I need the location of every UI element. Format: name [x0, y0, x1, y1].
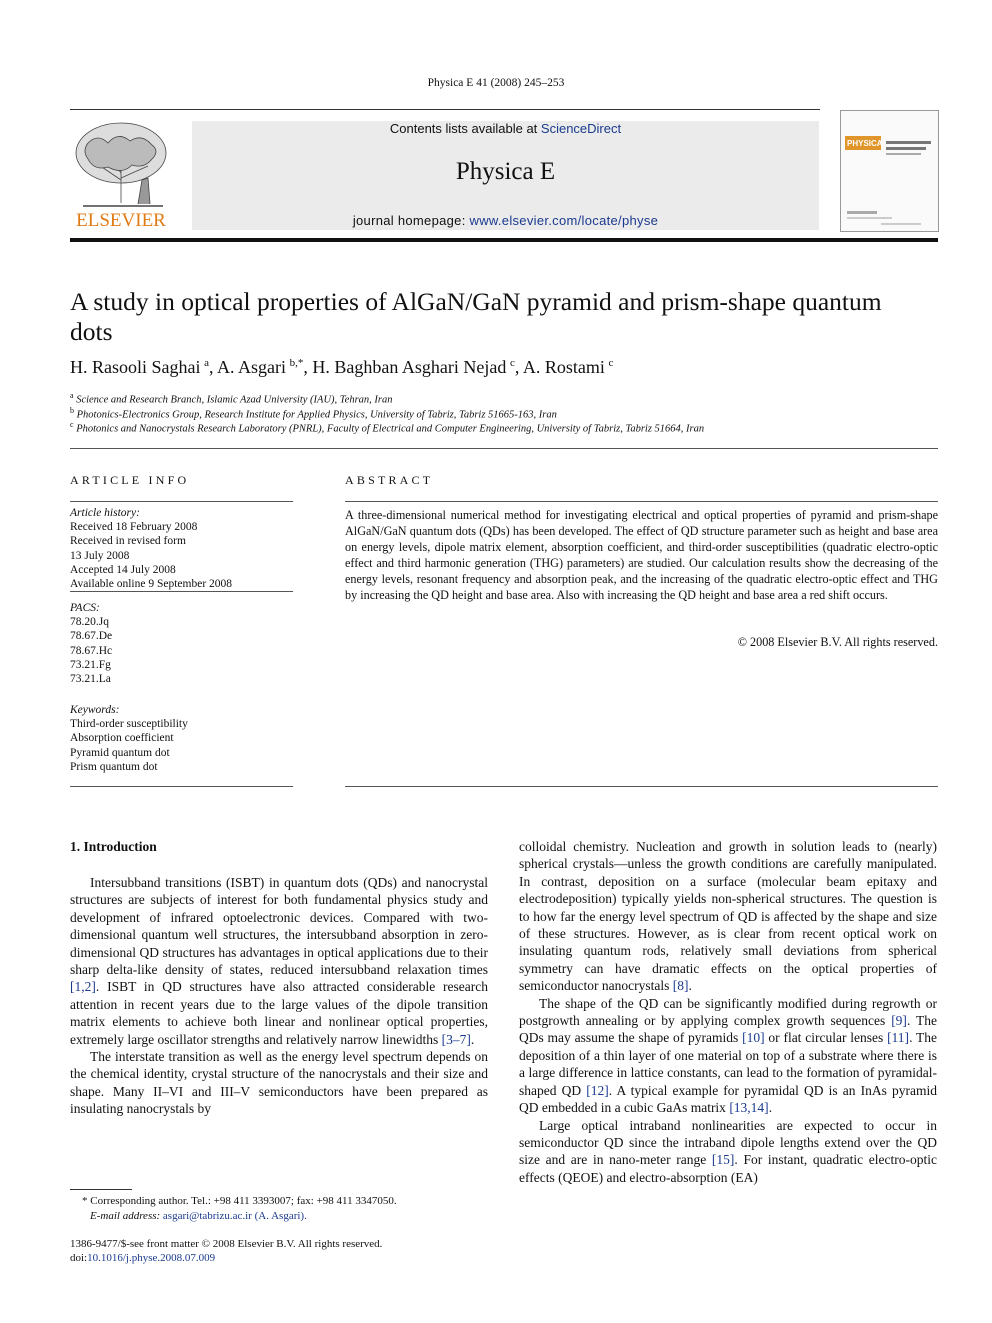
- history-item: Received in revised form: [70, 535, 186, 548]
- author: H. Baghban Asghari Nejad $^c$,: [312, 357, 523, 377]
- citation-link[interactable]: [12]: [586, 1082, 609, 1098]
- citation-link[interactable]: [15]: [711, 1152, 735, 1168]
- abstract-rule: [345, 786, 938, 787]
- journal-cover-thumbnail: [840, 110, 939, 232]
- affiliation-b: $^b$ Photonics-Electronics Group, Research Institute for Applied Physics, University of Tabriz, Tabriz 51665-163, Iran: [70, 406, 557, 421]
- email-note: E-mail address: asgari@tabrizu.ac.ir (A. Asgari).: [90, 1210, 307, 1222]
- footnote-rule: [70, 1189, 132, 1190]
- doi-line: doi:10.1016/j.physe.2008.07.009: [70, 1252, 216, 1264]
- author: A. Asgari $^{b,*}$,: [217, 357, 313, 377]
- article-info-heading: ARTICLE INFO: [70, 473, 190, 487]
- issn-line: 1386-9477/$-see front matter © 2008 Elsevier B.V. All rights reserved.: [70, 1238, 383, 1250]
- citation-link[interactable]: [8]: [672, 978, 689, 994]
- keyword: Pyramid quantum dot: [70, 746, 170, 759]
- article-history: [70, 506, 232, 591]
- abstract-text: A three-dimensional numerical method for investigating electrical and optical properties of pyramid and prism-shape AlGaN/GaN quantum dots (QDs) has been developed. The effect of QD structure parameter such as height and base area on energy levels, dipole matrix element, absorption coefficient, and third-order susceptibilities (quadratic electro-optic effect and third harmonic generation (THG) parameters) are studied. Our calculation results show the decreasing of the energy levels, resonant frequency and absorption peak, and the increasing of the quadratic electro-optic effect and THG by increasing the QD height and base area. Also with increasing the QD height and base area a red shift occurs.: [345, 508, 938, 602]
- pacs-label: PACS:: [70, 602, 100, 614]
- keyword: Prism quantum dot: [70, 760, 158, 773]
- history-item: 13 July 2008: [70, 549, 130, 562]
- paragraph: Intersubband transitions (ISBT) in quantum dots (QDs) and nanocrystal structures are subjects of interest for both fundamental physics study and development of infrared optoelectronic devices. Compared with two-dimensional quantum well structures, the intersubband absorption in zero-dimensional QD structures has advantages in optical applications due to their sharp delta-like density of states, reduced intersubband relaxation times [1,2]. ISBT in QD structures have also attracted considerable research attention in recent years due to the large values of the dipole transition matrix elements to achieve both linear and nonlinear optical properties, extremely large oscillator strengths and relatively narrow linewidths [3–7].: [70, 875, 488, 1047]
- homepage-line: [192, 213, 819, 228]
- history-item: Received 18 February 2008: [70, 521, 198, 534]
- header-thick-rule: [70, 238, 938, 242]
- article-info-rule: [70, 591, 293, 592]
- sciencedirect-link[interactable]: ScienceDirect: [540, 121, 622, 136]
- history-item: Available online 9 September 2008: [70, 578, 233, 591]
- pacs-item: 78.20.Jq: [70, 616, 109, 629]
- paragraph: The shape of the QD can be significantly modified during regrowth or postgrowth annealing or by applying complex growth sequences [9]. The QDs may assume the shape of pyramids [10] or flat circular lenses [11]. The deposition of a thin layer of one material on top of a substrate where there is a large difference in lattice constants, can lead to the formation of pyramidal-shaped QD [12]. A typical example for pyramidal QD is an InAs pyramid QD embedded in a cubic GaAs matrix [13,14].: [519, 995, 937, 1116]
- journal-reference: Physica E 41 (2008) 245–253: [427, 77, 565, 89]
- keyword: Absorption coefficient: [70, 732, 174, 745]
- paragraph: The interstate transition as well as the energy level spectrum depends on the chemical identity, crystal structure of the nanocrystals and their size and shape. Many II–VI and III–V semiconductors have been prepared as insulating nanocrystals by: [70, 1049, 488, 1117]
- email-link[interactable]: asgari@tabrizu.ac.ir (A. Asgari).: [162, 1210, 307, 1222]
- body-column-right: [519, 838, 937, 1186]
- pacs-item: 78.67.De: [70, 630, 113, 643]
- section-divider: [70, 448, 938, 449]
- publisher-wordmark: ELSEVIER: [76, 210, 166, 230]
- citation-link[interactable]: [3–7]: [441, 1031, 471, 1047]
- abstract-copyright: © 2008 Elsevier B.V. All rights reserved.: [737, 635, 938, 649]
- history-item: Accepted 14 July 2008: [70, 563, 176, 576]
- contents-line: [192, 121, 819, 136]
- article-info-rule: [70, 501, 293, 502]
- author: A. Rostami $^c$: [522, 357, 614, 377]
- cover-title: PHYSICA: [847, 139, 883, 148]
- abstract-rule: [345, 501, 938, 502]
- pacs-item: 73.21.Fg: [70, 658, 111, 671]
- keywords-list: [70, 703, 188, 774]
- journal-name: Physica E: [455, 158, 556, 185]
- elsevier-tree-icon: [68, 118, 174, 230]
- header-top-rule: [70, 109, 820, 110]
- article-title: A study in optical properties of AlGaN/GaN pyramid and prism-shape quantum dots: [70, 287, 882, 346]
- contents-prefix: Contents lists available at: [389, 121, 541, 136]
- paragraph: Large optical intraband nonlinearities are expected to occur in semiconductor QD since the intraband dipole lengths extend over the QD size and are in nano-meter range [15]. For instant, quadratic electro-optic effects (QEOE) and electro-absorption (EA): [519, 1117, 937, 1185]
- pacs-item: 78.67.Hc: [70, 644, 113, 657]
- elsevier-logo: [68, 118, 174, 230]
- abstract-heading: ABSTRACT: [345, 473, 434, 487]
- keyword: Third-order susceptibility: [70, 718, 188, 731]
- citation-link[interactable]: [13,14]: [729, 1100, 769, 1116]
- author-list: [70, 357, 613, 378]
- affiliation-c: $^c$ Photonics and Nanocrystals Research Laboratory (PNRL), Faculty of Electrical and Computer Engineering, University of Tabriz, Tabriz 51664, Iran: [70, 420, 705, 435]
- history-label: Article history:: [70, 507, 140, 519]
- section-heading-introduction: 1. Introduction: [70, 839, 157, 854]
- cover-art-icon: [841, 111, 938, 231]
- citation-link[interactable]: [10]: [742, 1030, 765, 1046]
- pacs-item: 73.21.La: [70, 673, 111, 686]
- paragraph: colloidal chemistry. Nucleation and growth in solution leads to (nearly) spherical crystals—unless the growth conditions are carefully manipulated. In contrast, deposition on a surface (molecular beam epitaxy and electrodeposition) typically yields non-spherical structures. The question is to how far the energy level spectrum of QD is affected by the shape and size of these structures. However, as is clear from recent optical work on insulating quantum rods, relatively small deviations from spherical symmetry can have dramatic effects on the optical properties of semiconductor nanocrystals [8].: [519, 839, 937, 994]
- pacs-list: [70, 601, 112, 686]
- body-column-left: [70, 874, 488, 1118]
- homepage-prefix: journal homepage:: [352, 213, 470, 228]
- citation-link[interactable]: [9]: [891, 1013, 907, 1029]
- citation-link[interactable]: [11]: [887, 1030, 910, 1046]
- affiliation-a: $^a$ Science and Research Branch, Islamic Azad University (IAU), Tehran, Iran: [70, 391, 393, 406]
- article-info-rule: [70, 786, 293, 787]
- corresponding-author-note: * Corresponding author. Tel.: +98 411 3393007; fax: +98 411 3347050.: [82, 1195, 397, 1207]
- homepage-link[interactable]: www.elsevier.com/locate/physe: [469, 213, 659, 228]
- citation-link[interactable]: [1,2]: [70, 979, 96, 995]
- doi-link[interactable]: 10.1016/j.physe.2008.07.009: [87, 1252, 216, 1264]
- keywords-label: Keywords:: [70, 704, 120, 716]
- author: H. Rasooli Saghai $^a$,: [70, 357, 218, 377]
